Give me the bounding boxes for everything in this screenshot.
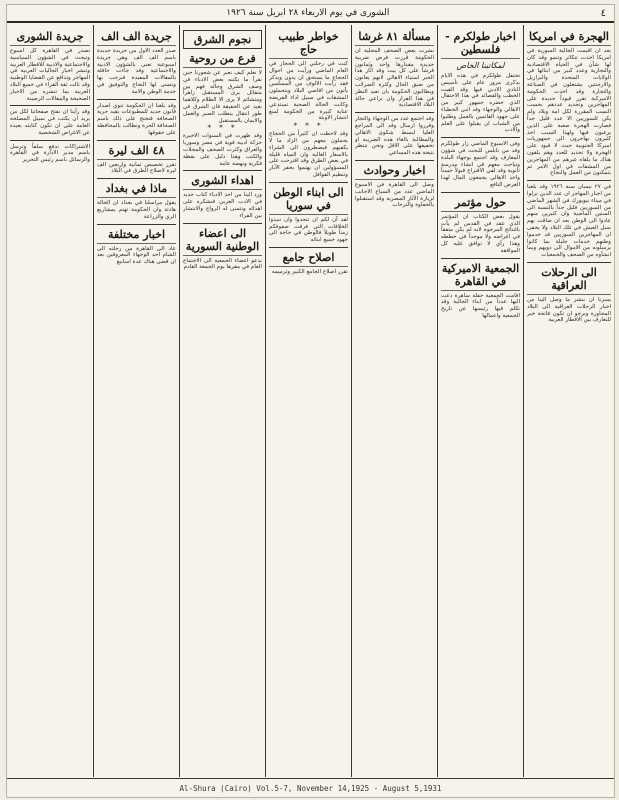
article-body: في ٢٧ نيسان سنة ١٩٢٦ وقد بلغنا من اخبار المهاجر ان عدد الذين نزلوا في ميناء نيويورك في الشهر الماضي من السوريين قليل جداً بالنسبة الى السنين الماضية وان كثيرين منهم عادوا الى الوطن بعد ان ضاقت بهم سبل العيش في تلك البلاد ولا يخفى ان المهاجرين السوريين قد خدموا وطنهم خدمات جليلة بما كانوا يرسلونه من الاموال الى ذويهم وبما انشأوه من الصحف والجمعيات [527, 184, 611, 259]
column-divider [355, 112, 434, 113]
article-body: ندعو اعضاء الجمعية الى الاجتماع العام في مقرها يوم الجمعة القادم [183, 257, 262, 271]
article-headline: الجمعية الاميركية في القاهرة [441, 262, 520, 291]
article-body: نشرت بعض الصحف المحلية ان الحكومة قررت فرض ضريبة جديدة مقدارها واحد وثمانون قرشاً على كل بيت وقد اثار هذا الخبر استياء الاهالي لانهم يعانون من ضيق الحال وكثرة الضرائب ويطالبون الحكومة بان تعيد النظر في هذا القرار وان تراعي حالة البلاد الاقتصادية [355, 48, 434, 109]
article-headline: اخبار مختلفة [97, 228, 176, 244]
column-divider [10, 140, 90, 141]
article-body: تقرر اصلاح الجامع الكبير وترميمه [271, 268, 348, 275]
column-divider [269, 247, 348, 248]
article-body: عاد الى القاهرة من رحلته الى الشام احد الوجهاء المعروفين بعد ان قضى هناك عدة اسابيع [97, 245, 176, 266]
article-column [351, 25, 437, 777]
section-separator: * * * [293, 122, 324, 131]
article-headline: فرع من روحية [183, 52, 262, 68]
newspaper-page [6, 4, 615, 798]
article-headline: اصلاح جامع [269, 251, 348, 267]
article-headline: حول مؤتمر [441, 196, 520, 212]
article-body: يقول بعض الكتاب ان المؤتمر الذي عقد في القدس لم يأت بالنتائج المرجوة لانه لم يكن متفقاً في اغراضه ولا موحداً في خططه وهذا رأي لا نوافق عليه كل الموافقة [441, 213, 520, 254]
column-divider [527, 262, 611, 263]
article-headline: نجوم الشرق [183, 30, 262, 49]
article-column [265, 25, 351, 777]
column-divider [183, 170, 262, 171]
article-body: وقد رأينا ان نفتح صفحاتنا لكل من يريد ان يكتب في سبيل المصلحة العامة على ان تكون كتابته بعيدة عن الاغراض الشخصية [10, 109, 90, 136]
article-body: وقد لاحظت ان كثيراً من الحجاج يحملون معهم من الزاد ما لا يكفيهم فيضطرون الى الشراء بالاسعار الغالية وان المياه قليلة في بعض الطرق وقد اقترحت على المسؤولين ان يهتموا بحفر الآبار وتنظيم القوافل [269, 131, 348, 178]
article-column [179, 25, 265, 777]
column-divider [97, 178, 176, 179]
article-headline: الى ابناء الوطن في سوريا [269, 186, 348, 215]
article-body: الاشتراكات تدفع سلفاً وترسل باسم مدير الادارة في القاهرة والرسائل باسم رئيس التحرير [10, 143, 90, 164]
article-body: وقد اجتمع عدد من الوجهاء والتجار وقرروا ارسال وفد الى المراجع العليا لبسط شكوى الاهالي والمطالبة بالغاء هذه الضريبة او تخفيفها على الاقل ونحن ننتظر نتيجة هذه المساعي [355, 116, 434, 157]
article-body: يقول مراسلنا في بغداد ان الحالة هادئة وان الحكومة تهتم بمشاريع الري والزراعة [97, 200, 176, 220]
running-head: الشورى في يوم الاربعاء ٢٨ ابريل سنة ١٩٢٦ [226, 8, 390, 18]
article-body: وصل الى القاهرة في الاسبوع الماضي عدد من السياح الاجانب لزيارة الآثار المصرية وقد استقبلوا بالحفاوة والترحاب [355, 181, 434, 209]
article-body: اقامت الجمعية حفلة ساهرة دعت اليها عدداً من ابناء الجالية وقد تكلم فيها رئيسها عن تاريخ الجمعية واعمالها [441, 292, 520, 319]
column-divider [97, 224, 176, 225]
column-divider [355, 160, 434, 161]
column-divider [441, 137, 520, 138]
column-divider [269, 182, 348, 183]
article-body: تصدر في القاهرة كل اسبوع وتبحث في الشؤون السياسية والاجتماعية والادبية للاقطار العربية وتنشر اخبار الجاليات العربية في المهاجر وتدافع عن القضايا الوطنية وقد نالت ثقة القراء في جميع البلاد العربية بما تنشره من الاخبار الصحيحة والمقالات الرصينة [10, 48, 90, 102]
article-body: تقرر تخصيص ثمانية واربعين الف ليرة لاصلاح الطرق في البلاد [97, 161, 176, 175]
article-headline: اخبار وحوادث [355, 164, 434, 180]
article-column [523, 25, 614, 777]
article-headline: مسألة ٨١ غرشا [355, 30, 434, 46]
article-headline: ماذا في بغداد [97, 182, 176, 198]
article-body: لقد آن لكم ان تتحدوا وان تنبذوا الخلافات التي فرقت صفوفكم زمناً طويلاً فالوطن في حاجة الى جهود جميع ابنائه [269, 216, 348, 244]
article-body: وفي الاسبوع الماضي زار طولكرم وفد من نابلس للبحث في شؤون المعارف وقد اجتمع بوجهاء البلدة وتباحث معهم في انشاء مدرسة ثانوية وقد لقي الاقتراح قبولاً حسناً واخذ الاهالي يجمعون المال لهذا الغرض النافع [441, 141, 520, 188]
article-headline: ٤٨ الف ليرة [97, 144, 176, 160]
article-headline: اخبار طولكرم - فلسطين [441, 30, 520, 59]
article-body: تحتفل طولكرم في هذه الايام بذكرى مرور عام على تأسيس النادي الادبي فيها وقد القيت الخطب والقصائد في هذا الاحتفال الذي حضره جمهور كبير من الاهالي والوجهاء وقد اثنى الخطباء على جهود القائمين بالعمل وطلبوا من الشباب ان يقبلوا على العلم والادب [441, 73, 520, 134]
article-body: وقد ظهرت في السنوات الاخيرة حركة ادبية قوية في مصر وسوريا والعراق وكثرت الصحف والمجلات والكتب وهذا دليل على يقظة فكرية ونهضة عامة [183, 133, 262, 167]
article-headline: جريدة الشورى [10, 30, 90, 46]
column-divider [10, 105, 90, 106]
article-body: ورد الينا من احد الادباء كتاب جديد في الادب العربي فنشكره على اهدائه ونتمنى له الرواج والانتشار بين القراء [183, 192, 262, 219]
article-headline: الهجرة في امريكا [527, 30, 611, 46]
article-column [93, 25, 179, 777]
section-separator: * * * [207, 124, 238, 133]
column-divider [183, 223, 262, 224]
article-body: كنت في رحلتي الى الحجاز في العام الماضي ورأيت من احوال الحجاج ما يستحق ان يدون ويذكر فقد رأيت الالوف من المسلمين يأتون من اقاصي البلاد ويتحملون المشقات في سبيل اداء الفريضة وكانت الحالة الصحية تستدعي عناية كبيرة من الحكومة لمنع انتشار الاوبئة [269, 61, 348, 122]
article-body: لا نعلم كيف نعبر عن شعورنا حين نقرأ ما يكتبه بعض الادباء في وصف الشرق وحاله فهم بين متفائل يرى المستقبل زاهراً ومتشائم لا يرى الا الظلام وكلاهما بعيد عن الحقيقة فان الشرق في طور انتقال يتطلب الصبر والعمل والايمان بالمستقبل [183, 70, 262, 124]
column-divider [441, 258, 520, 259]
article-body: صدر العدد الاول من جريدة جديدة باسم الف الف وهي جريدة اسبوعية تعنى بالشؤون الادبية والاجتماعية وقد جاءت حافلة بالمقالات المفيدة فنرحب بها ونتمنى لها النجاح والتوفيق في خدمة الوطن والامة [97, 48, 176, 95]
article-body: بعد ان اقيمت الجالية السورية في امريكا اخذت تتكاثر وتنمو وقد كان لها شأن في الحياة الاقتصادية والتجارية وعدد كبير من ابنائها في الولايات المتحدة والبرازيل والارجنتين يشتغلون في الصناعة والتجارة وقد اخذت الحكومة الاميركية تقرر قيوداً جديدة على المهاجرين وتحديد عددهم بحسب النسب المقررة لكل امة وبلاد ولم يكن للسوريين الا عدد قليل جداً فصارت الهجرة صعبة على الذين يرغبون فيها ولهذا السبب اخذ كثيرون يهاجرون الى جمهوريات اميركا الجنوبية حيث لا قيود على الهجرة ولا تحديد للعدد وهم يلقون هناك ما يلقاه غيرهم من المهاجرين من المشقات في اول الامر ثم يتمكنون من العمل والنجاح [527, 48, 611, 177]
article-body: وقد بلغنا ان الحكومة تنوي اصدار قانون جديد للمطبوعات يقيد حرية الصحافة فنحتج على ذلك باسم الصحافة الحرة ونطالب بالمحافظة على حقوقها [97, 102, 176, 136]
page-footer: Al-Shura (Cairo) Vol.5-7, November 14,1925 - August 5,1931 [7, 778, 614, 797]
column-divider [97, 99, 176, 100]
page-header [7, 5, 614, 23]
page-number: ٤ [600, 7, 606, 19]
article-headline: جريدة الف الف [97, 30, 176, 46]
article-column [7, 25, 93, 777]
article-headline: خواطر طبيب حاج [269, 30, 348, 59]
article-column [437, 25, 523, 777]
article-subheading: لمكاتبنا الخاص [456, 61, 505, 70]
column-divider [527, 180, 611, 181]
column-divider [441, 192, 520, 193]
article-headline: اهداء الشورى [183, 174, 262, 190]
article-body: يسرنا ان ننشر ما وصل الينا من اخبار الرحلات العراقية الى البلاد المجاورة ونرجو ان تكون فاتحة خير للتعارف بين الاقطار العربية [527, 296, 611, 324]
column-divider [97, 140, 176, 141]
columns-container [7, 25, 614, 777]
article-headline: الى الرحلات العراقية [527, 266, 611, 295]
article-headline: الى اعضاء الوطنية السورية [183, 227, 262, 256]
